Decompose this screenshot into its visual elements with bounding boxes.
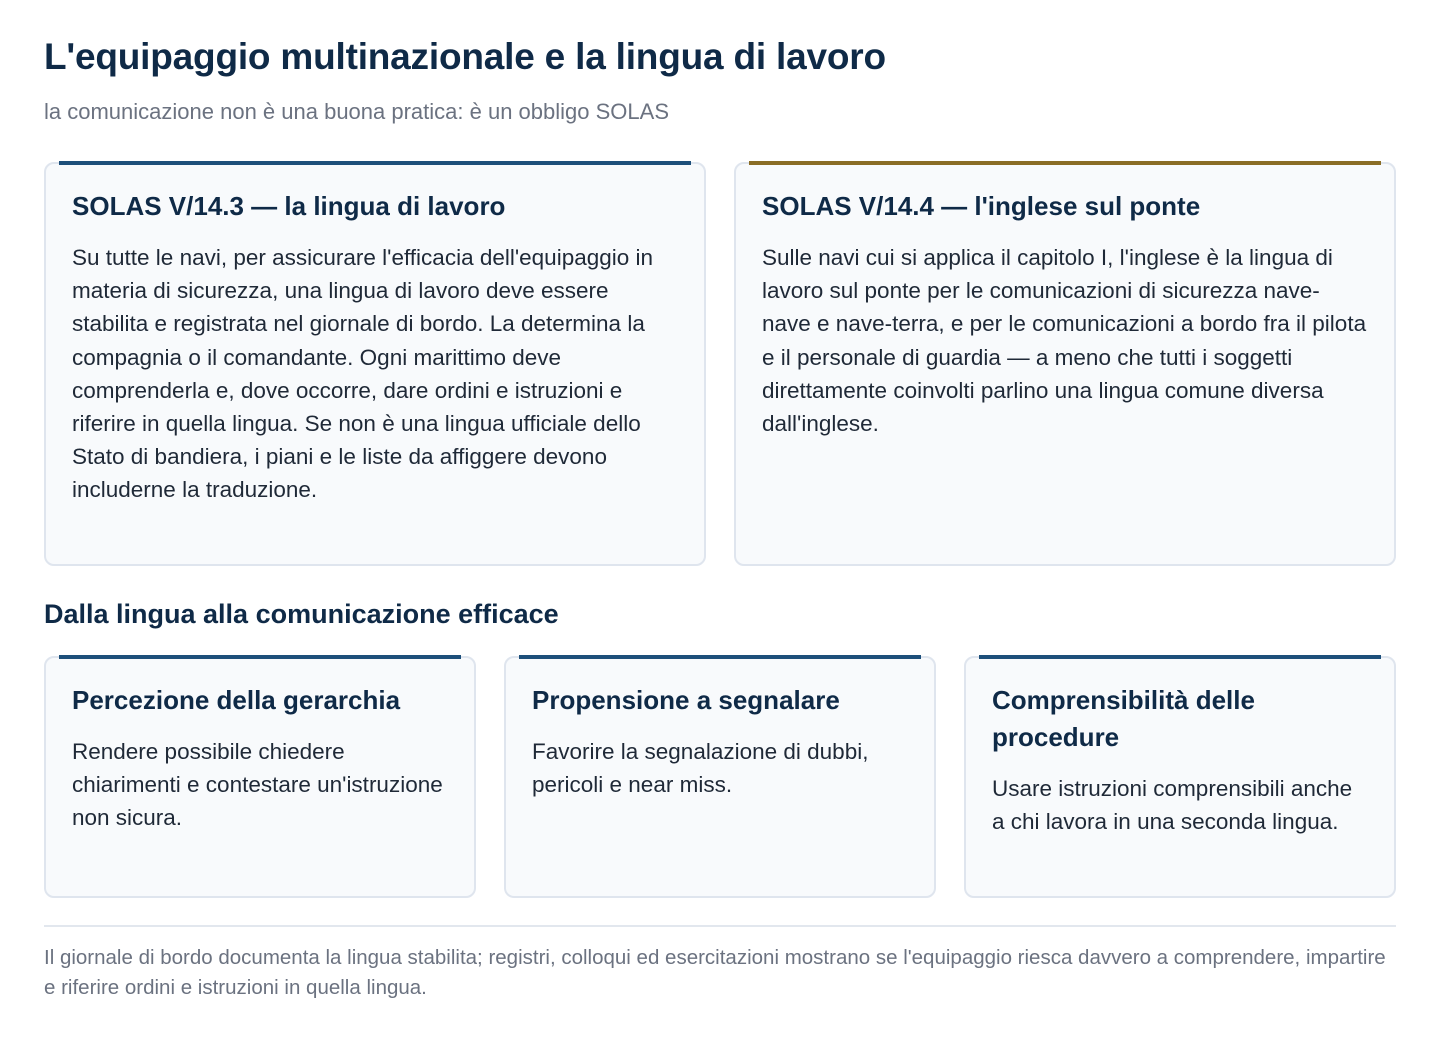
factor-card-body: Rendere possibile chiedere chiarimenti e contestare un'istruzione non sicura. [72,739,443,831]
factor-card-title: Propensione a segnalare [532,685,840,715]
factor-card-gerarchia [44,656,476,898]
factor-card-body: Favorire la segnalazione di dubbi, pericoli e near miss. [532,739,869,798]
regulation-card-body: Sulle navi cui si applica il capitolo I, l'inglese è la lingua di lavoro sul ponte per le comunicazioni di sicurezza nave-nave e nave-terra, e per le comunicazioni a bordo fra il pilota e il personale di guardia — a meno che tutti i soggetti direttamente coinvolti parlino una lingua comune diversa dall'inglese. [762,245,1367,437]
factor-card-title: Comprensibilità delle procedure [992,685,1255,752]
factor-card-title: Percezione della gerarchia [72,685,401,715]
section-heading: Dalla lingua alla comunicazione efficace [44,599,559,629]
regulation-card-body: Su tutte le navi, per assicurare l'efficacia dell'equipaggio in materia di sicurezza, una lingua di lavoro deve essere stabilita e registrata nel giornale di bordo. La determina la compagnia o il comandante. Ogni marittimo deve comprenderla e, dove occorre, dare ordini e istruzioni e riferire in quella lingua. Se non è una lingua ufficiale dello Stato di bandiera, i piani e le liste da affiggere devono includerne la traduzione. [72,245,654,503]
page-title: L'equipaggio multinazionale e la lingua di lavoro [44,36,886,77]
footer-divider [44,925,1396,927]
footer-note: Il giornale di bordo documenta la lingua stabilita; registri, colloqui ed esercitazioni mostrano se l'equipaggio riesca davvero a comprendere, impartire e riferire ordini e istruzioni in quella lingua. [44,946,1386,999]
factor-card-body: Usare istruzioni comprensibili anche a chi lavora in una seconda lingua. [992,776,1353,835]
factor-card-segnalare [504,656,936,898]
regulation-card-title: SOLAS V/14.4 — l'inglese sul ponte [762,191,1201,221]
regulation-card-solas-v14-4 [734,162,1396,566]
factor-card-procedure [964,656,1396,898]
regulation-card-title: SOLAS V/14.3 — la lingua di lavoro [72,191,506,221]
regulation-card-solas-v14-3 [44,162,706,566]
page-subtitle: la comunicazione non è una buona pratica: è un obbligo SOLAS [44,99,669,124]
